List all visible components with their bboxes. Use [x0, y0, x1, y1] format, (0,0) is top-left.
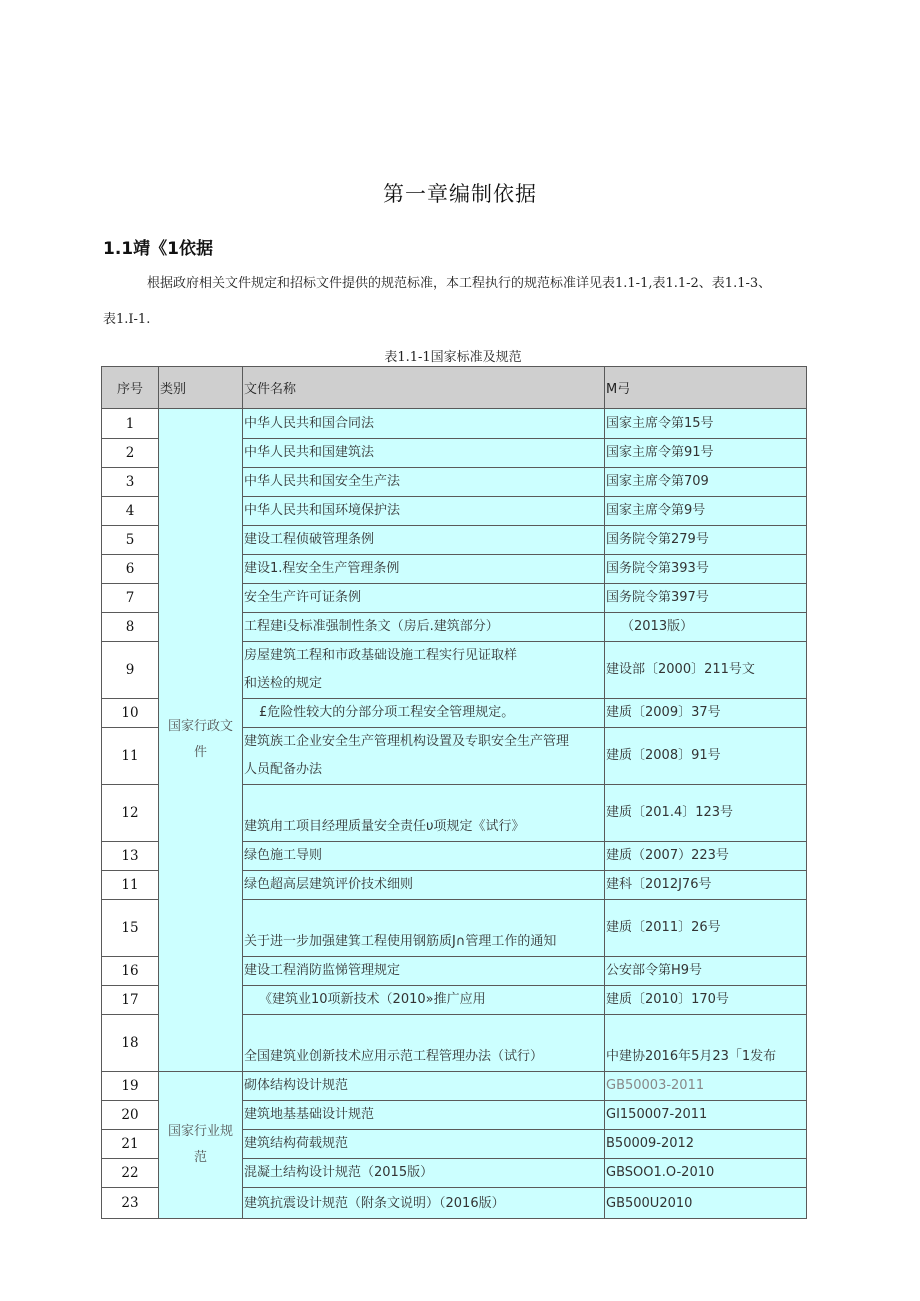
row-code: 建质〔2008〕91号 — [605, 728, 807, 785]
row-name: 工程建i殳标准强制性条文（房后.建筑部分） — [243, 613, 605, 642]
row-name-line1: 建筑族工企业安全生产管理机构设置及专职安全生产管理 — [244, 734, 570, 749]
row-code: 建质〔2009〕37号 — [605, 699, 807, 728]
row-no: 13 — [102, 842, 159, 871]
row-no: 5 — [102, 526, 159, 555]
row-name: 建设1.程安全生产管理条例 — [243, 555, 605, 584]
table-header-row — [102, 367, 807, 409]
row-code: 建质（2007）223号 — [605, 842, 807, 871]
row-name: 砌体结构设计规范 — [243, 1072, 605, 1101]
standards-table — [101, 366, 807, 1219]
row-name: 绿色超高层建筑评价技术细则 — [243, 871, 605, 900]
table-row — [102, 409, 807, 439]
row-code: 建质〔2010〕170号 — [605, 986, 807, 1015]
header-code: M弓 — [605, 367, 807, 409]
row-code: 国务院令第393号 — [605, 555, 807, 584]
row-name — [243, 728, 605, 785]
section-heading: 1.1靖《1依据 — [103, 239, 213, 259]
row-code: GB50003-2011 — [605, 1072, 807, 1101]
row-no: 9 — [102, 642, 159, 699]
row-no: 4 — [102, 497, 159, 526]
row-name: 关于进一步加强建箕工程使用钢筋质J∩管理工作的通知 — [243, 900, 605, 957]
row-code: 公安部令第H9号 — [605, 957, 807, 986]
row-code: 国家主席令第9号 — [605, 497, 807, 526]
row-code: 建科〔2012J76号 — [605, 871, 807, 900]
row-no: 1 — [102, 409, 159, 439]
row-name — [243, 642, 605, 699]
row-no: 12 — [102, 785, 159, 842]
row-name: 建设工程消防监悌管理规定 — [243, 957, 605, 986]
row-code: GBSOO1.O-2010 — [605, 1159, 807, 1188]
row-name: 建设工程侦破管理条例 — [243, 526, 605, 555]
row-name: 建筑结构荷载规范 — [243, 1130, 605, 1159]
row-no: 8 — [102, 613, 159, 642]
row-no: 11 — [102, 871, 159, 900]
row-code: 国家主席令第91号 — [605, 439, 807, 468]
intro-paragraph-line2: 表1.I-1. — [103, 312, 151, 327]
row-no: 16 — [102, 957, 159, 986]
intro-paragraph-line1: 根据政府相关文件规定和招标文件提供的规范标准，本工程执行的规范标准详见表1.1-1,表1.1-2、表1.1-3、 — [147, 276, 772, 291]
row-code: 中建协2016年5月23「1发布 — [605, 1015, 807, 1072]
row-name: 全国建筑业创新技术应用示范工程管理办法（试行） — [243, 1015, 605, 1072]
row-no: 23 — [102, 1188, 159, 1219]
row-no: 10 — [102, 699, 159, 728]
row-name: 中华人民共和国环境保护法 — [243, 497, 605, 526]
header-no: 序号 — [102, 367, 159, 409]
row-name-line2: 和送检的规定 — [244, 676, 323, 691]
header-name: 文件名称 — [243, 367, 605, 409]
row-code: 建质〔201.4〕123号 — [605, 785, 807, 842]
header-category: 类别 — [159, 367, 243, 409]
row-no: 17 — [102, 986, 159, 1015]
row-no: 11 — [102, 728, 159, 785]
row-no: 20 — [102, 1101, 159, 1130]
row-name: 建筑抗震设计规范（附条文说明）（2016版） — [243, 1188, 605, 1219]
chapter-title: 第一章编制依据 — [383, 182, 537, 206]
row-code: GI150007-2011 — [605, 1101, 807, 1130]
row-name: 中华人民共和国安全生产法 — [243, 468, 605, 497]
row-code: 建质〔2011〕26号 — [605, 900, 807, 957]
row-name: 建筑甪工项目经理质量安全责任υ项规定《试行》 — [243, 785, 605, 842]
row-no: 22 — [102, 1159, 159, 1188]
row-name-line1: 房屋建筑工程和市政基础设施工程实行见证取样 — [244, 648, 518, 663]
row-no: 21 — [102, 1130, 159, 1159]
row-no: 6 — [102, 555, 159, 584]
table-row — [102, 1072, 807, 1101]
row-code: 国家主席令第15号 — [605, 409, 807, 439]
row-name: 安全生产许可证条例 — [243, 584, 605, 613]
row-code: GB500U2010 — [605, 1188, 807, 1219]
category-cell: 国家行业规范 — [159, 1072, 243, 1219]
table-caption: 表1.1-1国家标准及规范 — [384, 350, 522, 365]
row-code: 国务院令第279号 — [605, 526, 807, 555]
category-cell: 国家行政文件 — [159, 409, 243, 1072]
row-no: 2 — [102, 439, 159, 468]
row-code: （2013版） — [605, 613, 807, 642]
row-code: 国务院令第397号 — [605, 584, 807, 613]
row-no: 18 — [102, 1015, 159, 1072]
row-no: 15 — [102, 900, 159, 957]
row-code: B50009-2012 — [605, 1130, 807, 1159]
row-name: 中华人民共和国合同法 — [243, 409, 605, 439]
row-no: 19 — [102, 1072, 159, 1101]
row-name-line2: 人员配备办法 — [244, 762, 323, 777]
row-name: 《建筑业10项新技术（2010»推广应用 — [243, 986, 605, 1015]
row-no: 7 — [102, 584, 159, 613]
row-name: 建筑地基基础设计规范 — [243, 1101, 605, 1130]
row-code: 建设部〔2000〕211号文 — [605, 642, 807, 699]
row-name: 中华人民共和国建筑法 — [243, 439, 605, 468]
row-no: 3 — [102, 468, 159, 497]
row-code: 国家主席令第709 — [605, 468, 807, 497]
row-name: £危险性较大的分部分项工程安全管理规定。 — [243, 699, 605, 728]
row-name: 混凝土结构设计规范（2015版） — [243, 1159, 605, 1188]
row-name: 绿色施工导则 — [243, 842, 605, 871]
